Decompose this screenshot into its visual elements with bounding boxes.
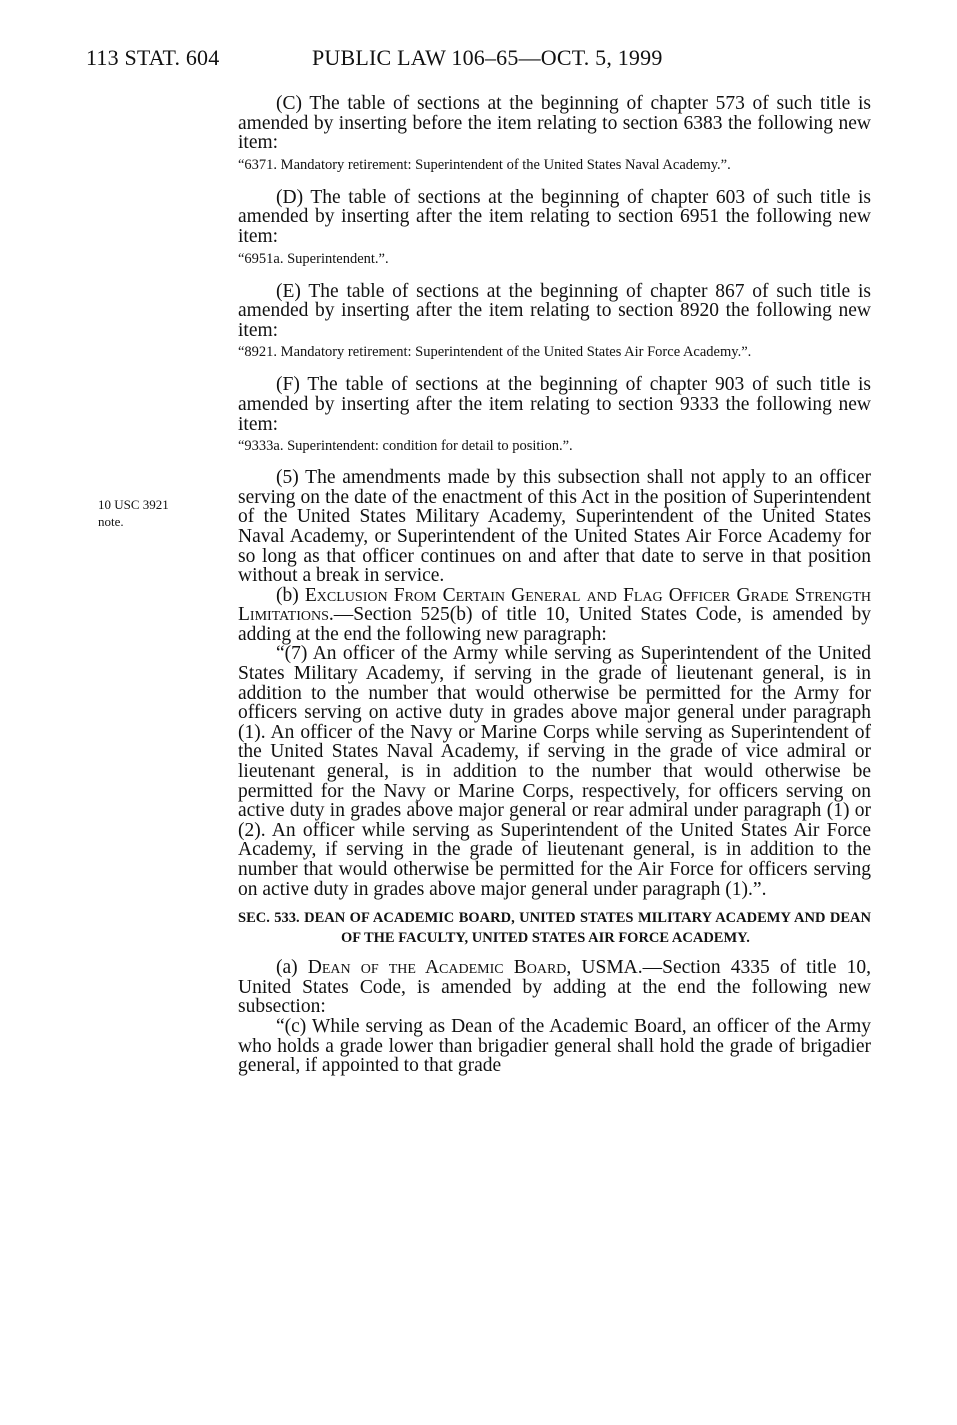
document-body bbox=[238, 94, 871, 1076]
table-item-9333a: “9333a. Superintendent: condition for detail to position.”. bbox=[238, 438, 573, 455]
table-item-6371: “6371. Mandatory retirement: Superintendent of the United States Naval Academy.”. bbox=[238, 156, 731, 173]
paragraph-a bbox=[238, 958, 871, 1017]
statute-page-number: 113 STAT. 604 bbox=[86, 45, 220, 70]
paragraph-b bbox=[238, 586, 871, 645]
paragraph-f: (F) The table of sections at the beginning of chapter 903 of such title is amended by inserting after the item relating to section 9333 the following new item: bbox=[238, 374, 871, 435]
paragraph-7: “(7) An officer of the Army while serving as Superintendent of the United States Military Academy, if serving in the grade of lieutenant general, is in addition to the number that would otherwise be permitted for the Army for officers serving on active duty in grades above major general under paragraph (1). An officer of the Navy or Marine Corps while serving as Superintendent of the United States Naval Academy, if serving in the grade of vice admiral or lieutenant general, is in addition to the number that would otherwise be permitted for the Navy or Marine Corps, respectively, for officers serving on active duty in grades above major general or rear admiral under paragraph (1) or (2). An officer while serving as Superintendent of the United States Air Force Academy, if serving in the grade of lieutenant general, is in addition to the number that would otherwise be permitted for the Air Force for officers serving on active duty in grades above major general under paragraph (1).”. bbox=[238, 643, 871, 900]
paragraph-b-heading: Exclusion From Certain General and Flag Officer Grade Strength Limitations. bbox=[238, 584, 871, 626]
table-item-8921: “8921. Mandatory retirement: Superintendent of the United States Air Force Academy.”. bbox=[238, 344, 752, 361]
paragraph-c: (C) The table of sections at the beginning of chapter 573 of such title is amended by inserting before the item relating to section 6383 the following new item: bbox=[238, 93, 871, 154]
margin-note-label: note. bbox=[98, 514, 124, 529]
public-law-citation: PUBLIC LAW 106–65—OCT. 5, 1999 bbox=[312, 45, 663, 70]
paragraph-b-label: (b) bbox=[276, 584, 305, 606]
paragraph-e: (E) The table of sections at the beginning of chapter 867 of such title is amended by inserting after the item relating to section 8920 the following new item: bbox=[238, 280, 871, 341]
paragraph-b-text: —Section 525(b) of title 10, United States Code, is amended by adding at the end the following new paragraph: bbox=[238, 604, 871, 645]
paragraph-d: (D) The table of sections at the beginning of chapter 603 of such title is amended by inserting after the item relating to section 6951 the following new item: bbox=[238, 186, 871, 247]
paragraph-a-heading: Dean of the Academic Board bbox=[307, 957, 567, 979]
paragraph-a-text: , USMA.—Section 4335 of title 10, United States Code, is amended by adding at the end the following new subsection: bbox=[238, 957, 871, 1018]
paragraph-5: (5) The amendments made by this subsection shall not apply to an officer serving on the date of the enactment of this Act in the position of Superintendent of the United States Military Academy, Superintendent of the United States Naval Academy, or Superintendent of the United States Air Force Academy for so long as that officer continues on and after that date to serve in that position without a break in service. bbox=[238, 467, 871, 587]
paragraph-a-label: (a) bbox=[276, 957, 308, 979]
margin-note bbox=[98, 496, 218, 530]
paragraph-c-subsection: “(c) While serving as Dean of the Academic Board, an officer of the Army who holds a grade lower than brigadier general shall hold the grade of brigadier general, if appointed to that grade bbox=[238, 1015, 871, 1077]
table-item-6951a: “6951a. Superintendent.”. bbox=[238, 250, 389, 267]
section-533-heading: SEC. 533. DEAN OF ACADEMIC BOARD, UNITED STATES MILITARY ACADEMY AND DEAN OF THE FACULTY, UNITED STATES AIR FORCE ACADEMY. bbox=[238, 910, 871, 946]
margin-note-citation: 10 USC 3921 bbox=[98, 497, 169, 512]
